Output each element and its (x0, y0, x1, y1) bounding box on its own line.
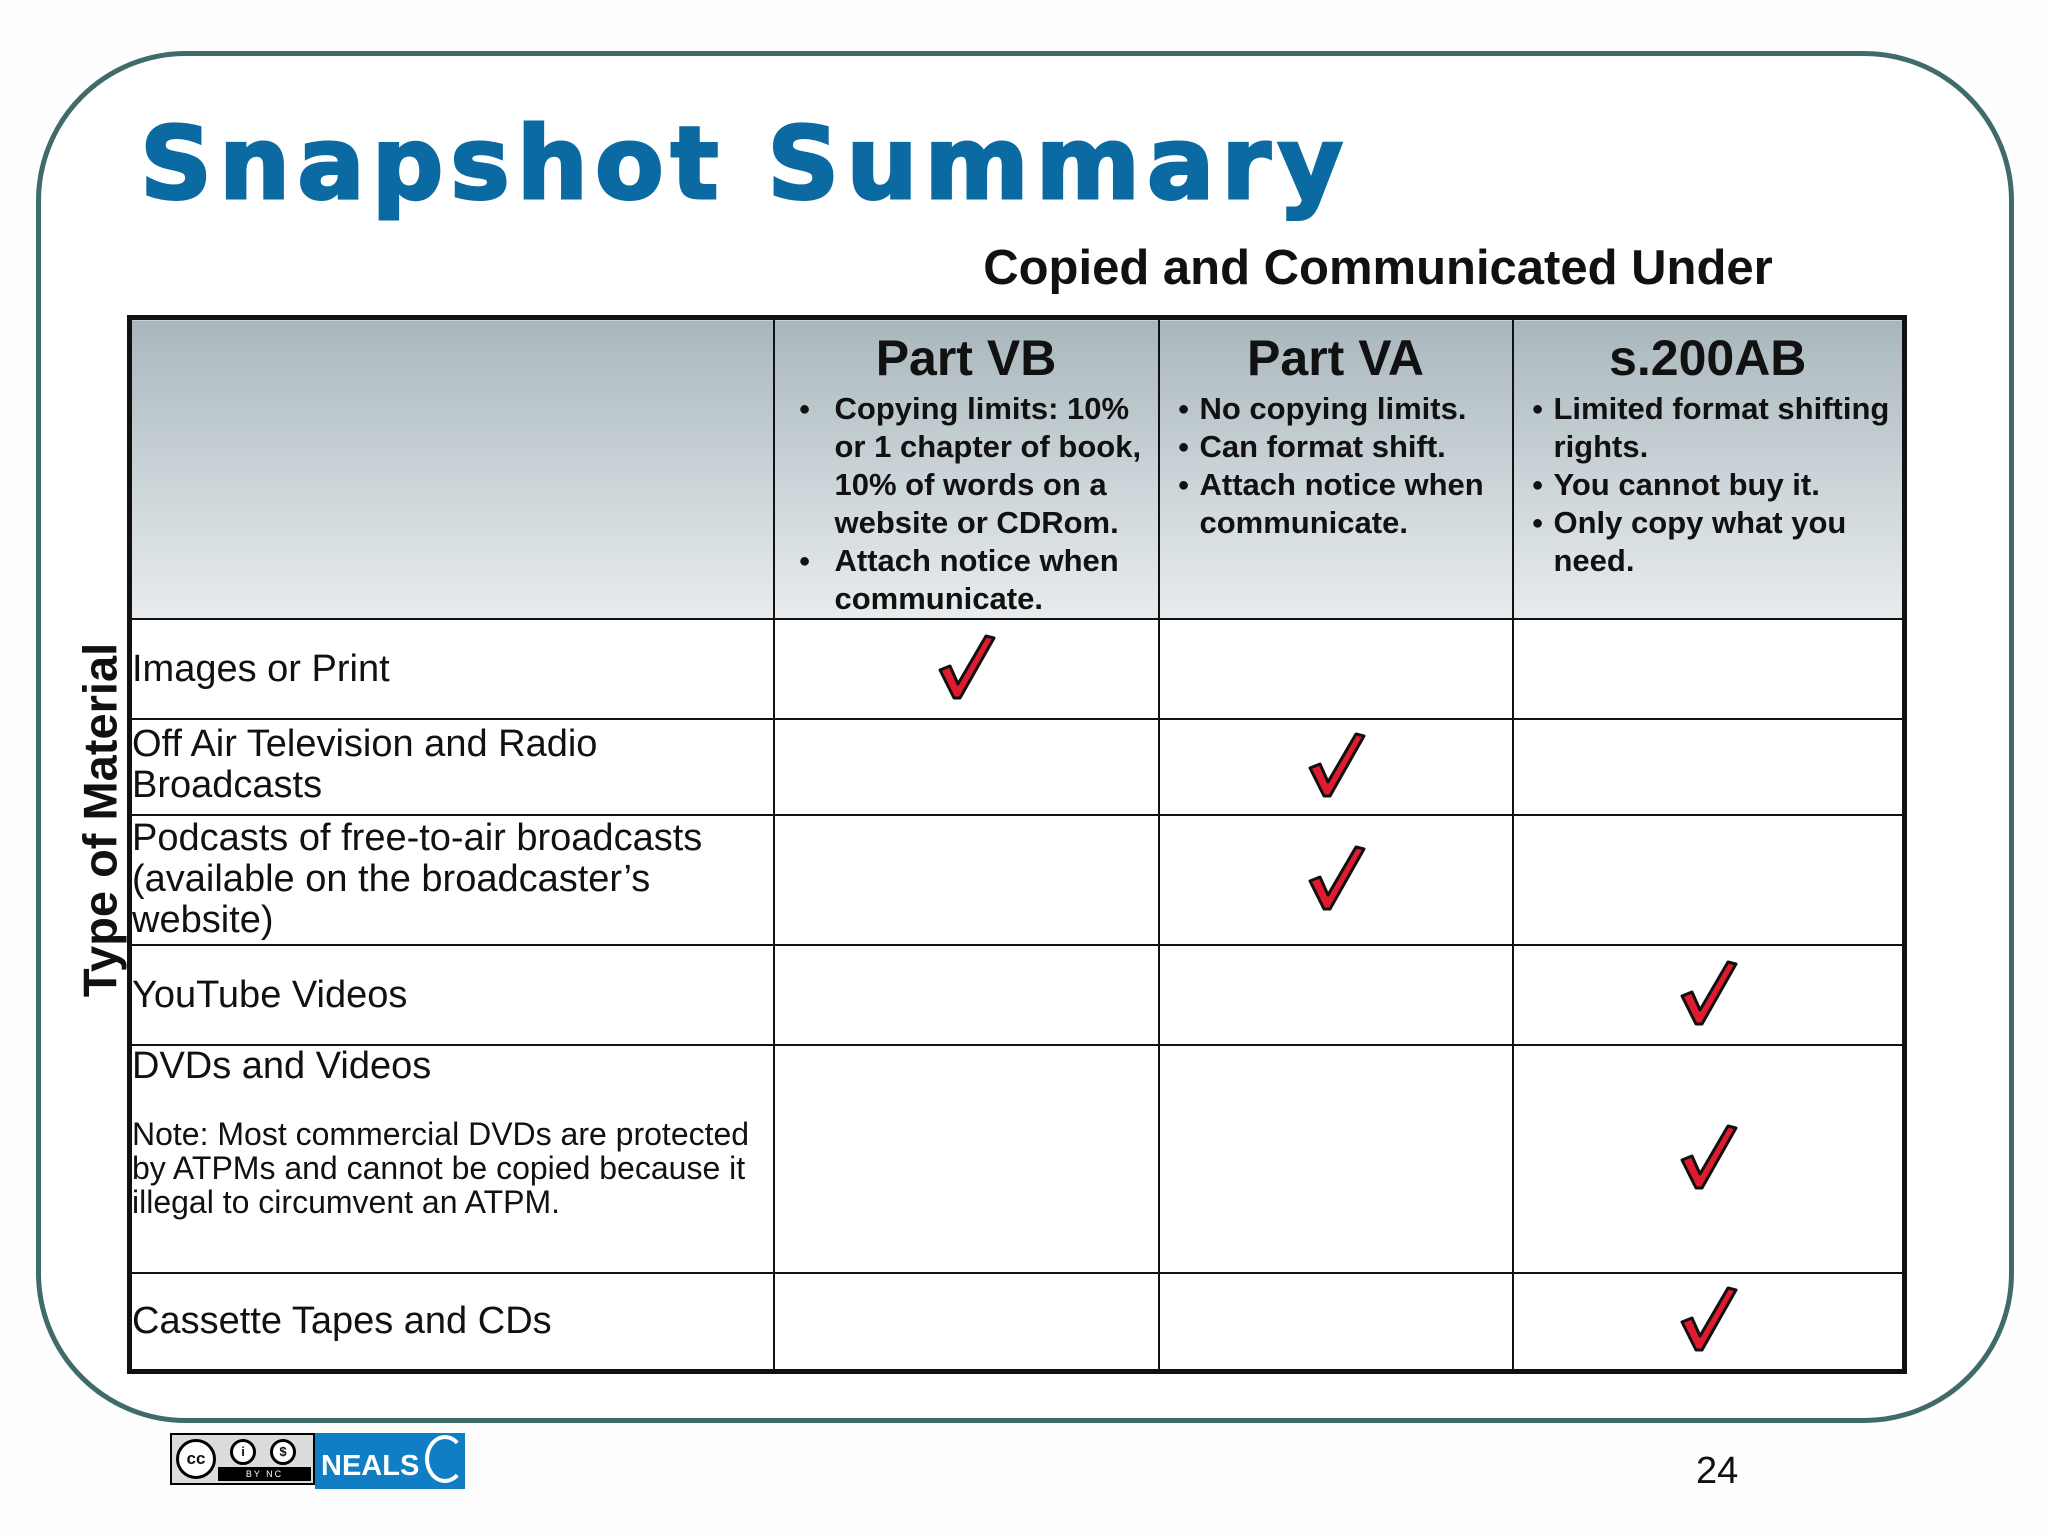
row-label: Off Air Television and Radio Broadcasts (132, 723, 598, 806)
column-title: Part VA (1247, 330, 1424, 386)
attribution-icon: i (230, 1439, 256, 1465)
column-title: Part VB (875, 330, 1057, 386)
bullet-point: ● Attach notice when communicate. (775, 542, 1154, 618)
check-cell (774, 1045, 1159, 1273)
neals-arc-icon (425, 1435, 465, 1483)
bullet-point: ● Attach notice when communicate. (1160, 466, 1508, 542)
row-label: Images or Print (132, 647, 390, 690)
red-checkmark-icon (1678, 1122, 1738, 1192)
red-checkmark-icon (1306, 843, 1366, 913)
bullet-point: ● You cannot buy it. (1514, 466, 1899, 504)
check-cell (1513, 1045, 1905, 1273)
row-note: Note: Most commercial DVDs are protected by ATPMs and cannot be copied because it illegal to circumvent an ATPM. (132, 1116, 750, 1220)
bullet-point: ● Limited format shifting rights. (1514, 390, 1899, 466)
cc-by: BY (245, 1469, 262, 1479)
check-cell (1513, 945, 1905, 1045)
column-header-part-vb (774, 318, 1159, 620)
check-cell (774, 815, 1159, 945)
row-label-cell (130, 1273, 774, 1371)
red-checkmark-icon (936, 632, 996, 702)
row-label-cell (130, 945, 774, 1045)
check-cell (1513, 619, 1905, 719)
page-number: 24 (1696, 1450, 1739, 1492)
column-points (1514, 390, 1903, 580)
noncommercial-icon: $ (270, 1439, 296, 1465)
check-cell (1159, 815, 1513, 945)
check-cell (1513, 815, 1905, 945)
neals-logo (315, 1433, 465, 1489)
row-label-cell (130, 1045, 774, 1273)
column-header-s200ab (1513, 318, 1905, 620)
header-corner-cell (130, 318, 774, 620)
column-points (775, 390, 1158, 618)
row-label-cell (130, 719, 774, 815)
table-row (130, 815, 1905, 945)
cc-mark: cc (176, 1439, 216, 1479)
bullet-point: ● Copying limits: 10% or 1 chapter of book, 10% of words on a website or CDRom. (775, 390, 1154, 542)
row-axis-label: Type of Material (73, 642, 127, 998)
check-cell (1159, 1045, 1513, 1273)
red-checkmark-icon (1678, 1284, 1738, 1354)
bullet-point: ● No copying limits. (1160, 390, 1508, 428)
cc-nc: NC (266, 1469, 284, 1479)
check-cell (774, 719, 1159, 815)
table-row (130, 945, 1905, 1045)
check-cell (1159, 945, 1513, 1045)
table-row (130, 719, 1905, 815)
red-checkmark-icon (1306, 730, 1366, 800)
cc-terms (218, 1467, 311, 1481)
check-cell (1159, 719, 1513, 815)
bullet-point: ● Can format shift. (1160, 428, 1508, 466)
summary-table (127, 315, 1907, 1374)
neals-logo-text: NEALS (321, 1450, 420, 1482)
column-title: s.200AB (1609, 330, 1807, 386)
table-row (130, 619, 1905, 719)
check-cell (1159, 619, 1513, 719)
row-label: Podcasts of free-to-air broadcasts (available on the broadcaster’s website) (132, 817, 703, 941)
check-cell (774, 945, 1159, 1045)
row-label: Cassette Tapes and CDs (132, 1299, 552, 1342)
creative-commons-icon (170, 1433, 315, 1485)
check-cell (1513, 1273, 1905, 1371)
column-points (1160, 390, 1512, 542)
table-row (130, 1045, 1905, 1273)
table-row (130, 1273, 1905, 1371)
footer-logos (170, 1433, 465, 1489)
check-cell (1513, 719, 1905, 815)
check-cell (774, 619, 1159, 719)
row-label: DVDs and Videos (132, 1045, 432, 1087)
row-label-cell (130, 815, 774, 945)
slide-title: Snapshot Summary (140, 105, 1350, 222)
table-body (130, 619, 1905, 1371)
check-cell (774, 1273, 1159, 1371)
row-label: YouTube Videos (132, 973, 408, 1016)
column-header-part-va (1159, 318, 1513, 620)
row-label-cell (130, 619, 774, 719)
header-row (130, 318, 1905, 620)
table-subheading: Copied and Communicated Under (983, 241, 1773, 295)
bullet-point: ● Only copy what you need. (1514, 504, 1899, 580)
check-cell (1159, 1273, 1513, 1371)
red-checkmark-icon (1678, 958, 1738, 1028)
